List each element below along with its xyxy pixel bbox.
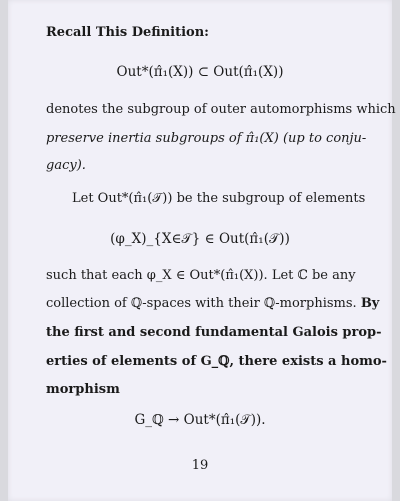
formula-out-star-subset: Out*(π̂₁(X)) ⊂ Out(π̂₁(X)) — [116, 64, 284, 80]
paragraph-line: gacy). — [46, 158, 86, 173]
paragraph-line: preserve inertia subgroups of π̂₁(X) (up to conju- — [46, 131, 367, 146]
bold-paragraph-line: the first and second fundamental Galois prop- — [46, 325, 382, 340]
paragraph-line: denotes the subgroup of outer automorphisms which — [46, 102, 396, 117]
definition-heading: Recall This Definition: — [46, 25, 209, 40]
bold-text: By — [360, 296, 380, 311]
bold-paragraph-line: morphism — [46, 382, 120, 397]
paragraph-line: such that each φ_X ∈ Out*(π̂₁(X)). Let ℂ be any — [46, 268, 356, 283]
bold-paragraph-line: erties of elements of G_ℚ, there exists a homo- — [46, 354, 387, 369]
page-number: 19 — [191, 458, 209, 473]
slide-page — [8, 0, 396, 501]
formula-phi-family: (φ_X)_{X∈𝒯} ∈ Out(π̂₁(𝒯)) — [110, 231, 290, 247]
paragraph-line — [46, 296, 379, 312]
formula-homomorphism: G_ℚ → Out*(π̂₁(𝒯)). — [134, 412, 266, 428]
paragraph-text: collection of ℚ-spaces with their ℚ-morphisms. — [46, 296, 357, 311]
paragraph-line: Let Out*(π̂₁(𝒯)) be the subgroup of elements — [72, 191, 366, 206]
